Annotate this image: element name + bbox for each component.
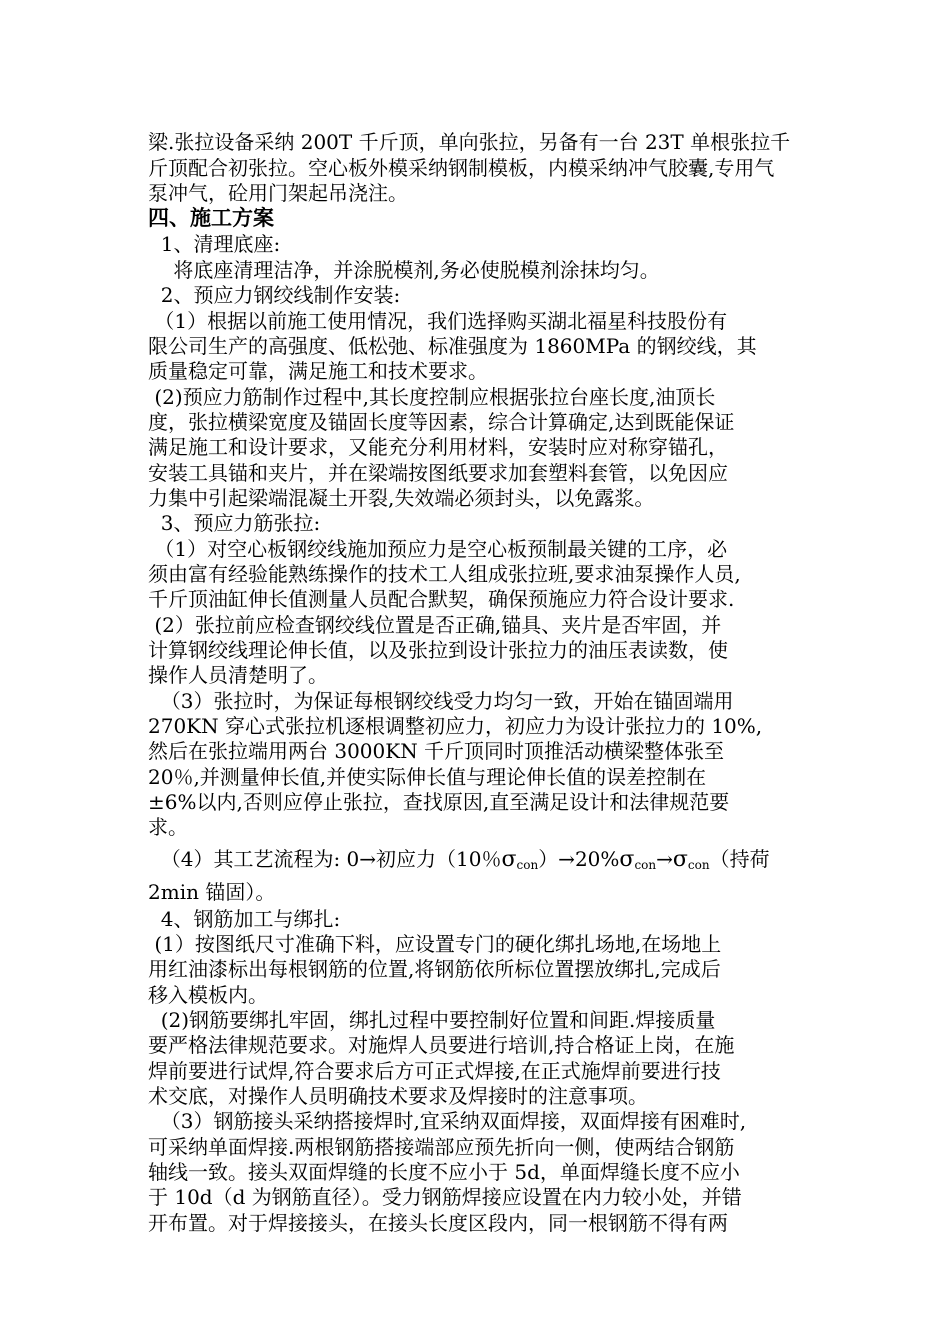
subscript: con [634,858,657,872]
text-line: 于 10d（d 为钢筋直径）。受力钢筋焊接应设置在内力较小处，并错 [148,1185,742,1209]
text-line: 须由富有经验能熟练操作的技术工人组成张拉班,要求油泵操作人员, [148,562,741,586]
sigma-symbol: σ [501,847,517,872]
text-line: 满足施工和设计要求，又能充分利用材料，安装时应对称穿锚孔， [148,435,728,459]
subsection-title: 4、钢筋加工与绑扎: [148,907,341,931]
text-line: 然后在张拉端用两台 3000KN 千斤顶同时顶推活动横梁整体张至 [148,739,725,763]
section-heading: 四、施工方案 [148,205,274,230]
subscript: con [687,858,710,872]
text-line: 可采纳单面焊接.两根钢筋搭接端部应预先折向一侧，使两结合钢筋 [148,1135,735,1159]
text-line: 千斤顶油缸伸长值测量人员配合默契，确保预施应力符合设计要求. [148,587,735,611]
formula-line: （4）其工艺流程为: 0→初应力（10％$\sigma_{con})\to 20\%\sigma_{con}\to\sigma_{con}$（持荷 [148,847,770,872]
subsection-title: 1、清理底座: [148,232,281,256]
text-line: 泵冲气，砼用门架起吊浇注。 [148,181,408,205]
text-line: 求。 [148,815,188,839]
subscript: con [516,858,539,872]
text-line: 270KN 穿心式张拉机逐根调整初应力，初应力为设计张拉力的 10%, [148,714,763,738]
text-line: 安装工具锚和夹片，并在梁端按图纸要求加套塑料套管，以免因应 [148,461,728,485]
subsection-title: 3、预应力筋张拉: [148,511,321,535]
text-line: (2）张拉前应检查钢绞线位置是否正确,锚具、夹片是否牢固，并 [148,613,722,637]
sigma-symbol: σ [672,847,688,872]
text-line: 质量稳定可靠，满足施工和技术要求。 [148,359,488,383]
text-line: 梁.张拉设备采纳 200T 千斤顶，单向张拉，另备有一台 23T 单根张拉千 [148,130,791,154]
text-line: （3）钢筋接头采纳搭接焊时,宜采纳双面焊接，双面焊接有困难时, [148,1109,747,1133]
text-line: 度，张拉横梁宽度及锚固长度等因素，综合计算确定,达到既能保证 [148,410,735,434]
subsection-title: 2、预应力钢绞线制作安装: [148,283,401,307]
text-line: 20％,并测量伸长值,并使实际伸长值与理论伸长值的误差控制在 [148,765,707,789]
text-line: 斤顶配合初张拉。空心板外模采纳钢制模板，内模采纳冲气胶囊,专用气 [148,156,775,180]
text-line: （1）根据以前施工使用情况，我们选择购买湖北福星科技股份有 [148,309,728,333]
text-line: 用红油漆标出每根钢筋的位置,将钢筋依所标位置摆放绑扎,完成后 [148,957,721,981]
text-line: (2)预应力筋制作过程中,其长度控制应根据张拉台座长度,油顶长 [148,385,716,409]
text-line: ±6%以内,否则应停止张拉，查找原因,直至满足设计和法律规范要 [148,790,730,814]
text-line: 轴线一致。接头双面焊缝的长度不应小于 5d，单面焊缝长度不应小 [148,1160,740,1184]
text-line: （1）对空心板钢绞线施加预应力是空心板预制最关键的工序，必 [148,537,728,561]
sigma-symbol: σ [619,847,635,872]
text-line: 力集中引起梁端混凝土开裂,失效端必须封头，以免露浆。 [148,486,655,510]
text-line: 操作人员清楚明了。 [148,663,328,687]
text-line: 移入模板内。 [148,983,268,1007]
text-line: 计算钢绞线理论伸长值，以及张拉到设计张拉力的油压表读数，使 [148,638,728,662]
text-line: 限公司生产的高强度、低松弛、标准强度为 1860MPa 的钢绞线，其 [148,334,757,358]
text-line: 将底座清理洁净，并涂脱模剂,务必使脱模剂涂抹均匀。 [148,258,660,282]
text-line: 焊前要进行试焊,符合要求后方可正式焊接,在正式施焊前要进行技 [148,1059,721,1083]
text-line: （3）张拉时，为保证每根钢绞线受力均匀一致，开始在锚固端用 [148,689,734,713]
text-line: (1）按图纸尺寸准确下料，应设置专门的硬化绑扎场地,在场地上 [148,932,722,956]
text-line: 术交底，对操作人员明确技术要求及焊接时的注意事项。 [148,1084,648,1108]
text-line: (2)钢筋要绑扎牢固，绑扎过程中要控制好位置和间距.焊接质量 [148,1008,716,1032]
formula-continuation: 2min 锚固）。 [148,880,276,904]
text-line: 开布置。对于焊接接头，在接头长度区段内，同一根钢筋不得有两 [148,1211,728,1235]
text-line: 要严格法律规范要求。对施焊人员要进行培训,持合格证上岗，在施 [148,1033,735,1057]
